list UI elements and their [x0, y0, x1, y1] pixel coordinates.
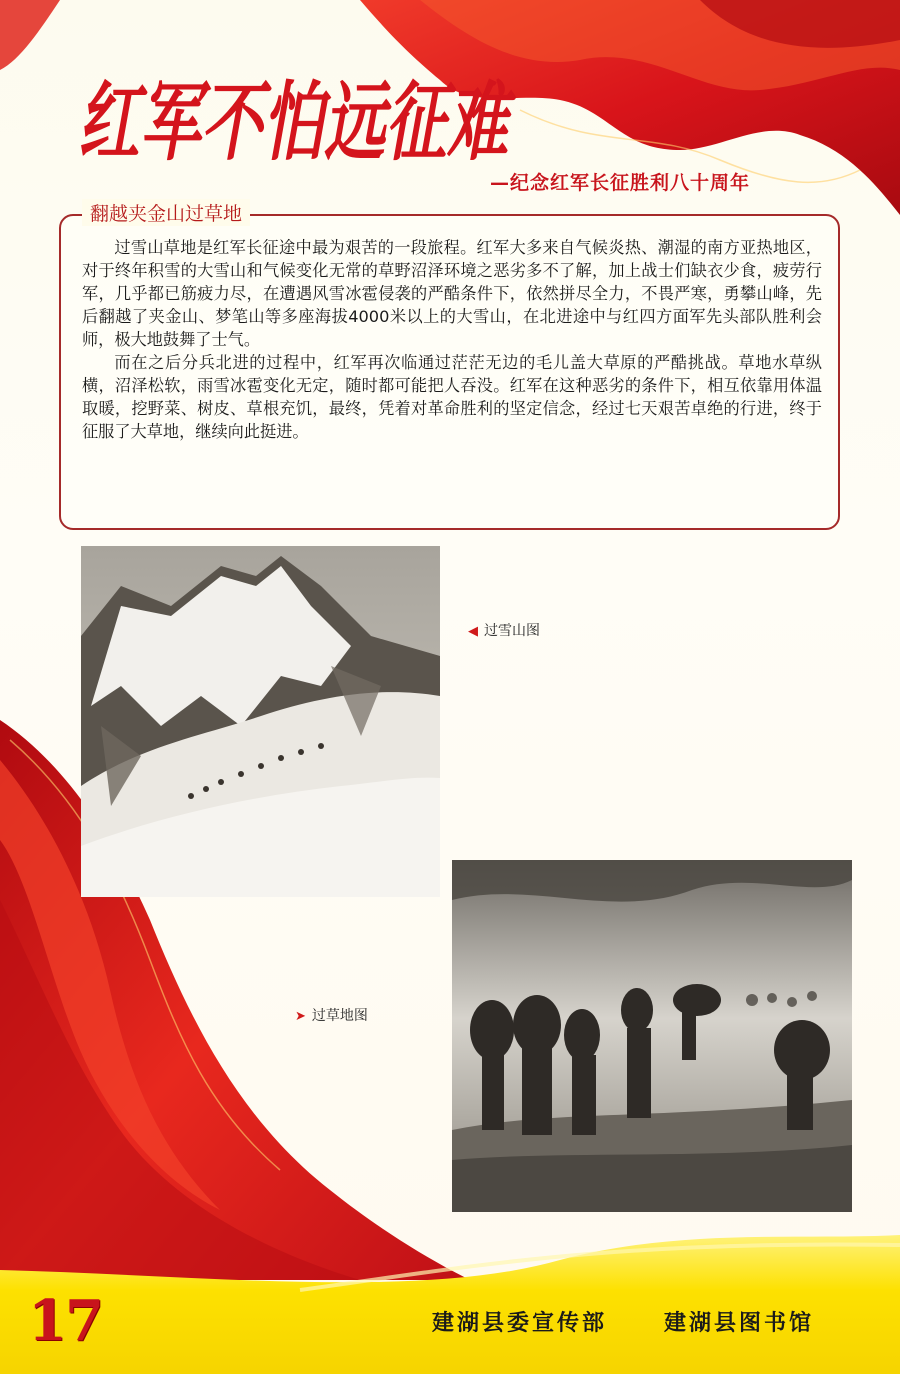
calligraphy-title: [78, 62, 518, 172]
grassland-caption: ➤ 过草地图: [295, 1008, 368, 1024]
footer-org-library: 建湖县图书馆: [664, 1311, 815, 1336]
grassland-photo: [452, 860, 852, 1212]
paragraph: 过雪山草地是红军长征途中最为艰苦的一段旅程。红军大多来自气候炎热、潮湿的南方亚热地区，对于终年积雪的大雪山和气候变化无常的草野沼泽环境之恶劣多不了解，加上战士们缺衣少食，疲劳行军，几乎都已筋疲力尽，在遭遇风雪冰雹侵袭的严酷条件下，依然拼尽全力，不畏严寒，勇攀山峰，先后翻越了夹金山、梦笔山等多座海拔4000米以上的大雪山，在北进途中与红四方面军先头部队胜利会师，极大地鼓舞了士气。: [82, 238, 822, 349]
section-title: 翻越夹金山过草地: [82, 199, 250, 226]
footer-org-propaganda: 建湖县委宣传部: [432, 1311, 608, 1336]
left-arrow-icon: ◀: [468, 624, 478, 639]
right-arrow-icon: ➤: [295, 1009, 306, 1024]
paragraph: 而在之后分兵北进的过程中，红军再次临通过茫茫无边的毛儿盖大草原的严酷挑战。草地水草纵横，沼泽松软，雨雪冰雹变化无定，随时都可能把人吞没。红军在这种恶劣的条件下，相互依靠用体温取暖，挖野菜、树皮、草根充饥，最终，凭着对革命胜利的坚定信念，经过七天艰苦卓绝的行进，终于征服了大草地，继续向此挺进。: [82, 353, 822, 441]
section-body: [82, 236, 822, 443]
snow-mountain-caption: ◀ 过雪山图: [468, 623, 540, 639]
subtitle: —纪念红军长征胜利八十周年: [489, 172, 750, 194]
page-number: 17: [28, 1288, 102, 1354]
snow-mountain-photo: [81, 546, 440, 897]
calligraphy-text: 红军不怕远征难: [78, 72, 517, 173]
